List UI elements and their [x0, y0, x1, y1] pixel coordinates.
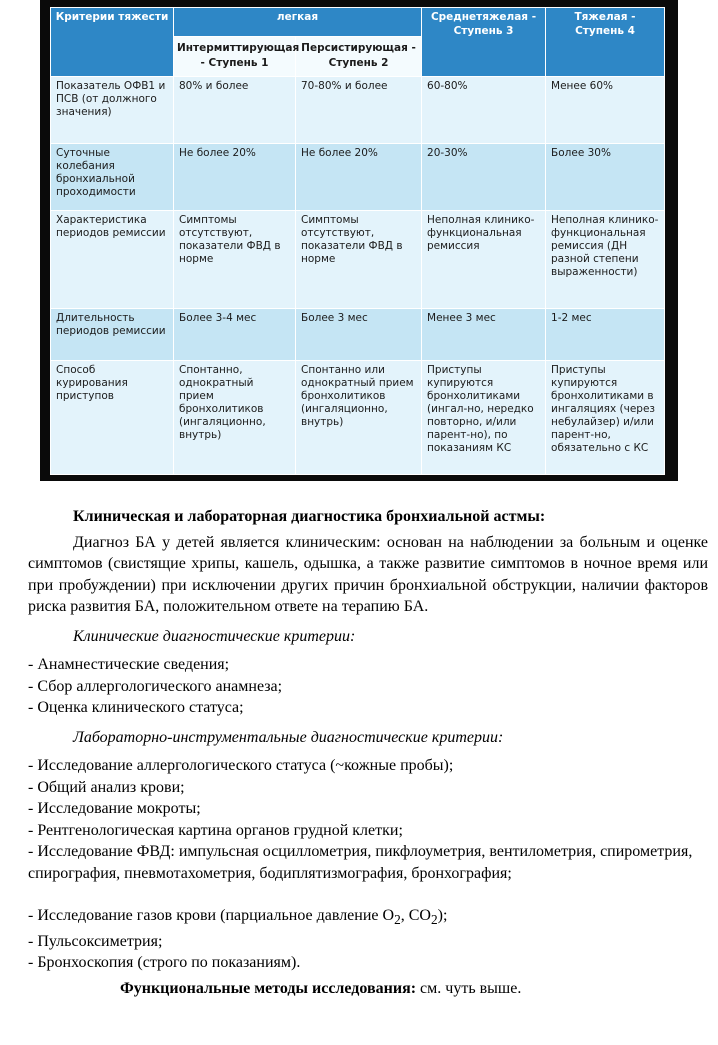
cell-step3: Менее 3 мес: [422, 309, 546, 361]
header-mild: легкая: [174, 8, 422, 37]
list-item: - Сбор аллергологического анамнеза;: [28, 677, 283, 695]
cell-step4: Более 30%: [546, 144, 665, 211]
blank-line: [28, 884, 708, 905]
cell-step2: Симптомы отсутствуют, показатели ФВД в норме: [296, 211, 422, 309]
cell-step1: Спонтанно, однократный прием бронхолитиков (ингаляционно, внутрь): [174, 361, 296, 475]
list-item-blood-gas: [28, 905, 708, 931]
cell-step1: 80% и более: [174, 77, 296, 144]
list-item: - Анамнестические сведения;: [28, 656, 230, 673]
cell-criterion: Способ курирования приступов: [51, 361, 174, 475]
table-row: [51, 361, 665, 475]
lab-criteria-title: Лабораторно-инструментальные диагностические критерии:: [73, 728, 504, 746]
severity-table-image: [40, 0, 678, 481]
table-row: [51, 144, 665, 211]
table-row: [51, 211, 665, 309]
gas-text-suffix: );: [437, 907, 448, 924]
clinical-criteria-title: Клинические диагностические критерии:: [73, 627, 356, 645]
header-criteria: Критерии тяжести: [51, 8, 174, 77]
list-item: - Рентгенологическая картина органов грудной клетки;: [28, 821, 403, 839]
cell-step3: Неполная клинико-функциональная ремиссия: [422, 211, 546, 309]
cell-criterion: Показатель ОФВ1 и ПСВ (от должного значения): [51, 77, 174, 144]
functional-methods-note: см. чуть выше.: [416, 979, 522, 997]
asthma-severity-table: [50, 7, 665, 475]
list-item: - Исследование ФВД: импульсная осциллометрия, пикфлоуметрия, вентилометрия, спирометрия, спирография, пневмотахометрия, бодиплятизмография, бронхография;: [28, 843, 693, 882]
cell-criterion: Суточные колебания бронхиальной проходимости: [51, 144, 174, 211]
gas-subscript: 2: [394, 912, 401, 928]
gas-subscript: 2: [430, 912, 438, 928]
cell-step4: Неполная клинико-функциональная ремиссия (ДН разной степени выраженности): [546, 211, 665, 309]
section-heading: Клиническая и лабораторная диагностика бронхиальной астмы:: [73, 508, 546, 525]
list-item: - Исследование мокроты;: [28, 800, 201, 817]
cell-step2: Не более 20%: [296, 144, 422, 211]
cell-step4: 1-2 мес: [546, 309, 665, 361]
table-row: [51, 77, 665, 144]
list-item: - Исследование аллергологического статуса (~кожные пробы);: [28, 757, 454, 774]
list-item: - Общий анализ крови;: [28, 778, 185, 796]
functional-methods-label: Функциональные методы исследования:: [120, 979, 417, 997]
cell-step3: Приступы купируются бронхолитиками (ингал-но, нередко повторно, и/или парент-но), по показаниям КС: [422, 361, 546, 475]
cell-criterion: Характеристика периодов ремиссии: [51, 211, 174, 309]
header-intermittent: Интермиттирующая - Ступень 1: [174, 37, 296, 77]
list-item: - Пульсоксиметрия;: [28, 932, 163, 950]
cell-step3: 20-30%: [422, 144, 546, 211]
header-persistent: Персистирующая - Ступень 2: [296, 37, 422, 77]
cell-step4: Менее 60%: [546, 77, 665, 144]
cell-step1: Более 3-4 мес: [174, 309, 296, 361]
cell-step1: Симптомы отсутствуют, показатели ФВД в норме: [174, 211, 296, 309]
document-body: [28, 506, 708, 999]
table-row: [51, 309, 665, 361]
gas-text-prefix: - Исследование газов крови (парциальное давление O: [28, 907, 395, 924]
list-item: - Оценка клинического статуса;: [28, 699, 244, 716]
list-item: - Бронхоскопия (строго по показаниям).: [28, 954, 301, 972]
cell-criterion: Длительность периодов ремиссии: [51, 309, 174, 361]
cell-step1: Не более 20%: [174, 144, 296, 211]
cell-step4: Приступы купируются бронхолитиками в ингаляциях (через небулайзер) и/или парент-но, обязательно с КС: [546, 361, 665, 475]
cell-step2: Спонтанно или однократный прием бронхолитиков (ингаляционно, внутрь): [296, 361, 422, 475]
intro-paragraph: Диагноз БА у детей является клиническим: основан на наблюдении за больным и оценке симптомов (свистящие хрипы, кашель, одышка, а также развитие симптомов в ночное время или при пробуждении) при исключении других причин бронхиальной обструкции, наличии факторов риска развития БА, положительном ответе на терапию БА.: [28, 533, 708, 615]
cell-step2: 70-80% и более: [296, 77, 422, 144]
cell-step2: Более 3 мес: [296, 309, 422, 361]
header-moderate: Среднетяжелая - Ступень 3: [422, 8, 546, 77]
header-severe: Тяжелая - Ступень 4: [546, 8, 665, 77]
functional-methods-line: [120, 978, 708, 1000]
cell-step3: 60-80%: [422, 77, 546, 144]
gas-text-mid: , CO: [400, 907, 431, 924]
